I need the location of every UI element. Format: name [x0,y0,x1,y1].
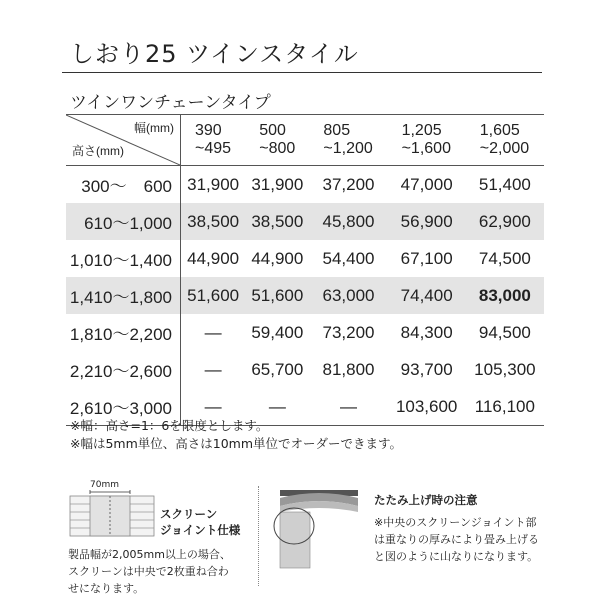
row-header: 610～1,000 [66,203,181,240]
width-axis-label: 幅(mm) [134,121,174,135]
unit-note: ※幅は5mm単位、高さは10mm単位でオーダーできます。 [70,436,403,451]
price-cell: 44,900 [251,248,304,268]
price-cell: 105,300 [474,359,536,379]
page-subtitle: ツインワンチェーンタイプ [70,93,271,113]
joint-label-line1: スクリーン [160,507,218,521]
price-cell: — [181,388,246,426]
price-cell: — [309,388,387,426]
table-row [66,203,544,240]
column-header: 500 ~800 [245,115,309,166]
price-cell: 59,400 [251,322,304,342]
ratio-note: ※幅：高さ=1：6を限度とします。 [70,418,269,433]
joint-desc-line2: スクリーンは中央で2枚重ね合わ [68,565,229,578]
price-cell: 65,700 [251,359,304,379]
price-cell: 51,600 [181,277,246,314]
price-cell: 74,500 [478,248,531,268]
joint-desc-line3: せになります。 [68,582,145,595]
price-cell: 38,500 [245,203,309,240]
caution-line3: と図のように山なりになります。 [374,550,539,563]
section-divider [258,486,259,586]
price-cell: 44,900 [187,248,240,268]
column-header: 805 ~1,200 [309,115,387,166]
row-header: 2,210～2,600 [66,351,181,388]
table-row [66,351,544,388]
row-header: 2,610～3,000 [66,388,181,426]
column-header: 1,205 ~1,600 [388,115,466,166]
price-cell: 74,400 [388,277,466,314]
caution-title: たたみ上げ時の注意 [374,493,478,507]
row-header: 300～ 600 [66,166,181,204]
price-cell: 37,200 [322,174,375,194]
table-row [66,240,544,277]
caution-line1: ※中央のスクリーンジョイント部 [374,516,537,529]
fold-up-diagram [270,486,360,570]
table-header-row [66,115,544,166]
price-cell: 38,500 [181,203,246,240]
screen-joint-diagram [66,478,156,538]
price-cell: 84,300 [400,322,453,342]
price-cell: 103,600 [388,388,466,426]
price-cell: 47,000 [400,174,453,194]
price-cell: 93,700 [400,359,453,379]
joint-label-line2: ジョイント仕様 [160,523,241,537]
caution-line2: は重なりの厚みにより畳み上げる [374,533,539,546]
price-cell: 81,800 [322,359,375,379]
table-row [66,314,544,351]
height-axis-label: 高さ(mm) [72,144,124,158]
price-cell: 94,500 [478,322,531,342]
price-cell: 45,800 [309,203,387,240]
price-cell: 31,900 [251,174,304,194]
column-header: 390 ~495 [181,115,246,166]
page-title: しおり25 ツインスタイル [70,40,359,68]
joint-desc-line1: 製品幅が2,005mm以上の場合、 [68,548,231,561]
price-cell: 67,100 [400,248,453,268]
column-header: 1,605 ~2,000 [466,115,544,166]
price-cell: 51,400 [478,174,531,194]
price-cell: 62,900 [466,203,544,240]
price-cell: 31,900 [187,174,240,194]
row-header: 1,410～1,800 [66,277,181,314]
price-cell: 54,400 [322,248,375,268]
table-row [66,277,544,314]
price-cell: 56,900 [388,203,466,240]
highlighted-price-cell: 83,000 [466,277,544,314]
price-cell: — [245,388,309,426]
price-table [66,114,544,426]
row-header: 1,810～2,200 [66,314,181,351]
row-header: 1,010～1,400 [66,240,181,277]
table-corner-cell [66,115,181,166]
price-cell: 116,100 [466,388,544,426]
price-cell: — [204,322,222,342]
table-row [66,166,544,204]
price-cell: — [204,359,222,379]
price-cell: 63,000 [309,277,387,314]
price-cell: 73,200 [322,322,375,342]
joint-dimension-label: 70mm [90,480,119,490]
title-rule [62,72,542,73]
price-cell: 51,600 [245,277,309,314]
